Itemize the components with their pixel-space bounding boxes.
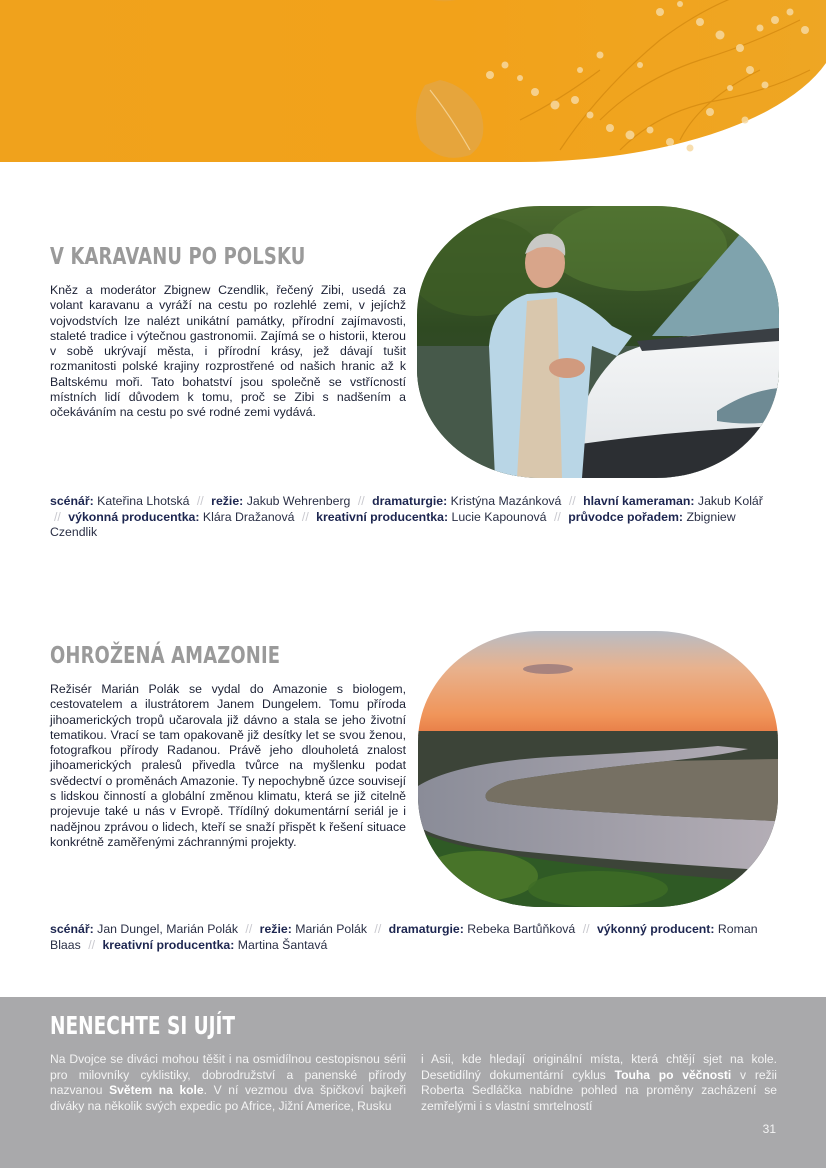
credit-value: Jakub Kolář <box>697 494 763 508</box>
credit-value: Marián Polák <box>295 922 367 936</box>
credit-separator: // <box>301 509 309 524</box>
panel-column-right <box>421 1052 777 1114</box>
credit-label: výkonný producent: <box>596 922 715 936</box>
credit-separator: // <box>374 922 382 936</box>
credit-value: Kristýna Mazánková <box>450 494 562 508</box>
amazon-photo <box>418 631 778 907</box>
credit-value: Martina Šantavá <box>237 937 328 952</box>
credit-separator: // <box>582 922 590 936</box>
panel-text: i Asii, kde hledají originální místa, která chtějí sjet na kole. Desetidílný dokumentární cyklus <box>421 1052 777 1082</box>
page-number: 31 <box>762 1122 776 1136</box>
credit-label: hlavní kameraman: <box>583 494 695 508</box>
show-title-highlight: Světem na kole <box>109 1083 204 1097</box>
article-title: V KARAVANU PO POLSKU <box>50 244 306 270</box>
credit-value: Lucie Kapounová <box>451 509 547 524</box>
article-amazon <box>50 643 406 850</box>
dried-flowers-decoration <box>0 0 826 162</box>
credit-separator: // <box>196 494 204 508</box>
panel-title: NENECHTE SI UJÍT <box>50 1011 236 1040</box>
credit-label: scénář: <box>50 494 94 508</box>
credit-label: výkonná producentka: <box>68 509 200 524</box>
credit-value: Kateřina Lhotská <box>97 494 190 508</box>
credit-value: Roman Blaas <box>50 922 758 952</box>
caravan-photo <box>417 206 779 478</box>
credit-value: Zbigniew Czendlik <box>50 509 736 539</box>
credit-value: Klára Dražanová <box>202 509 295 524</box>
article-caravan <box>50 244 406 421</box>
credit-label: dramaturgie: <box>372 494 448 508</box>
panel-text: Na Dvojce se diváci mohou těšit i na osmidílnou cestopisnou sérii pro milovníky cyklistiky, dobrodružství a panenské přírody nazvanou <box>50 1052 406 1097</box>
credit-label: režie: <box>211 494 244 508</box>
panel-text: v režii Roberta Sedláčka nabídne pohled na proměny zacházení se zemřelými i s vlastní smrtelností <box>421 1067 777 1113</box>
header-banner <box>0 0 826 162</box>
article-body: Režisér Marián Polák se vydal do Amazonie s biologem, cestovatelem a ilustrátorem Janem Dungelem. Tomu příroda jihoamerických tropů učarovala již dávno a stala se jeho životní tematikou. Vrací se tam opakovaně již desítky let se svou ženou, fotografkou přírody Radanou. Právě jeho dlouholetá znalost jihoamerických pralesů přivedla tvůrce na myšlenku podat svědectví o proměnách Amazonie. Ty nepochybně úzce souvisejí s lidskou činností a globální změnou klimatu, která se již citelně projevuje také u nás v Evropě. Třídílný dokumentární seriál je i nadějnou zprávou o lidech, kteří se snaží přispět k řešení situace konkrétně zaměřenými záchrannými projekty. <box>50 682 406 849</box>
panel-text: . V ní vezmou dva špičkoví bajkeři diváky na několik svých expedic po Africe, Jižní Americe, Rusku <box>50 1083 407 1113</box>
dont-miss-panel <box>0 997 826 1168</box>
credits-amazon <box>50 922 780 953</box>
show-title-highlight: Touha po věčnosti <box>614 1067 732 1082</box>
credit-separator: // <box>245 922 253 936</box>
credit-value: Jakub Wehrenberg <box>246 494 351 508</box>
article-body: Kněz a moderátor Zbignew Czendlik, řečený Zibi, usedá za volant karavanu a vyráží na cestu po rozlehlé zemi, v jejíchž vojvodstvích lze nalézt unikátní památky, přírodní zajímavosti, staleté tradice i výtečnou gastronomii. Zajímá se o historii, kterou v sobě ukrývají města, i přírodní krásy, jež dávají tušit rozmanitosti polské krajiny rozprostřené od našich hranic až k Baltskému moři. Tato bohatství jsou společně se vstřícností místních lidí důvodem k tomu, proč se Zibi s nadšením a očekáváním na cestu po své rodné zemi vydává. <box>50 283 406 420</box>
credits-caravan <box>50 494 780 541</box>
credit-label: průvodce pořadem: <box>568 509 684 524</box>
credit-separator: // <box>88 937 96 952</box>
credit-label: kreativní producentka: <box>316 509 449 524</box>
panel-column-left <box>50 1052 406 1114</box>
credit-separator: // <box>54 509 61 524</box>
credit-label: dramaturgie: <box>388 922 464 936</box>
credit-label: režie: <box>259 922 292 936</box>
credit-separator: // <box>553 509 561 524</box>
credit-separator: // <box>568 494 576 508</box>
credit-label: scénář: <box>50 922 94 936</box>
article-title: OHROŽENÁ AMAZONIE <box>50 643 281 669</box>
credit-label: kreativní producentka: <box>102 937 235 952</box>
credit-separator: // <box>357 494 365 508</box>
credit-value: Jan Dungel, Marián Polák <box>97 922 238 936</box>
credit-value: Rebeka Bartůňková <box>467 922 576 936</box>
